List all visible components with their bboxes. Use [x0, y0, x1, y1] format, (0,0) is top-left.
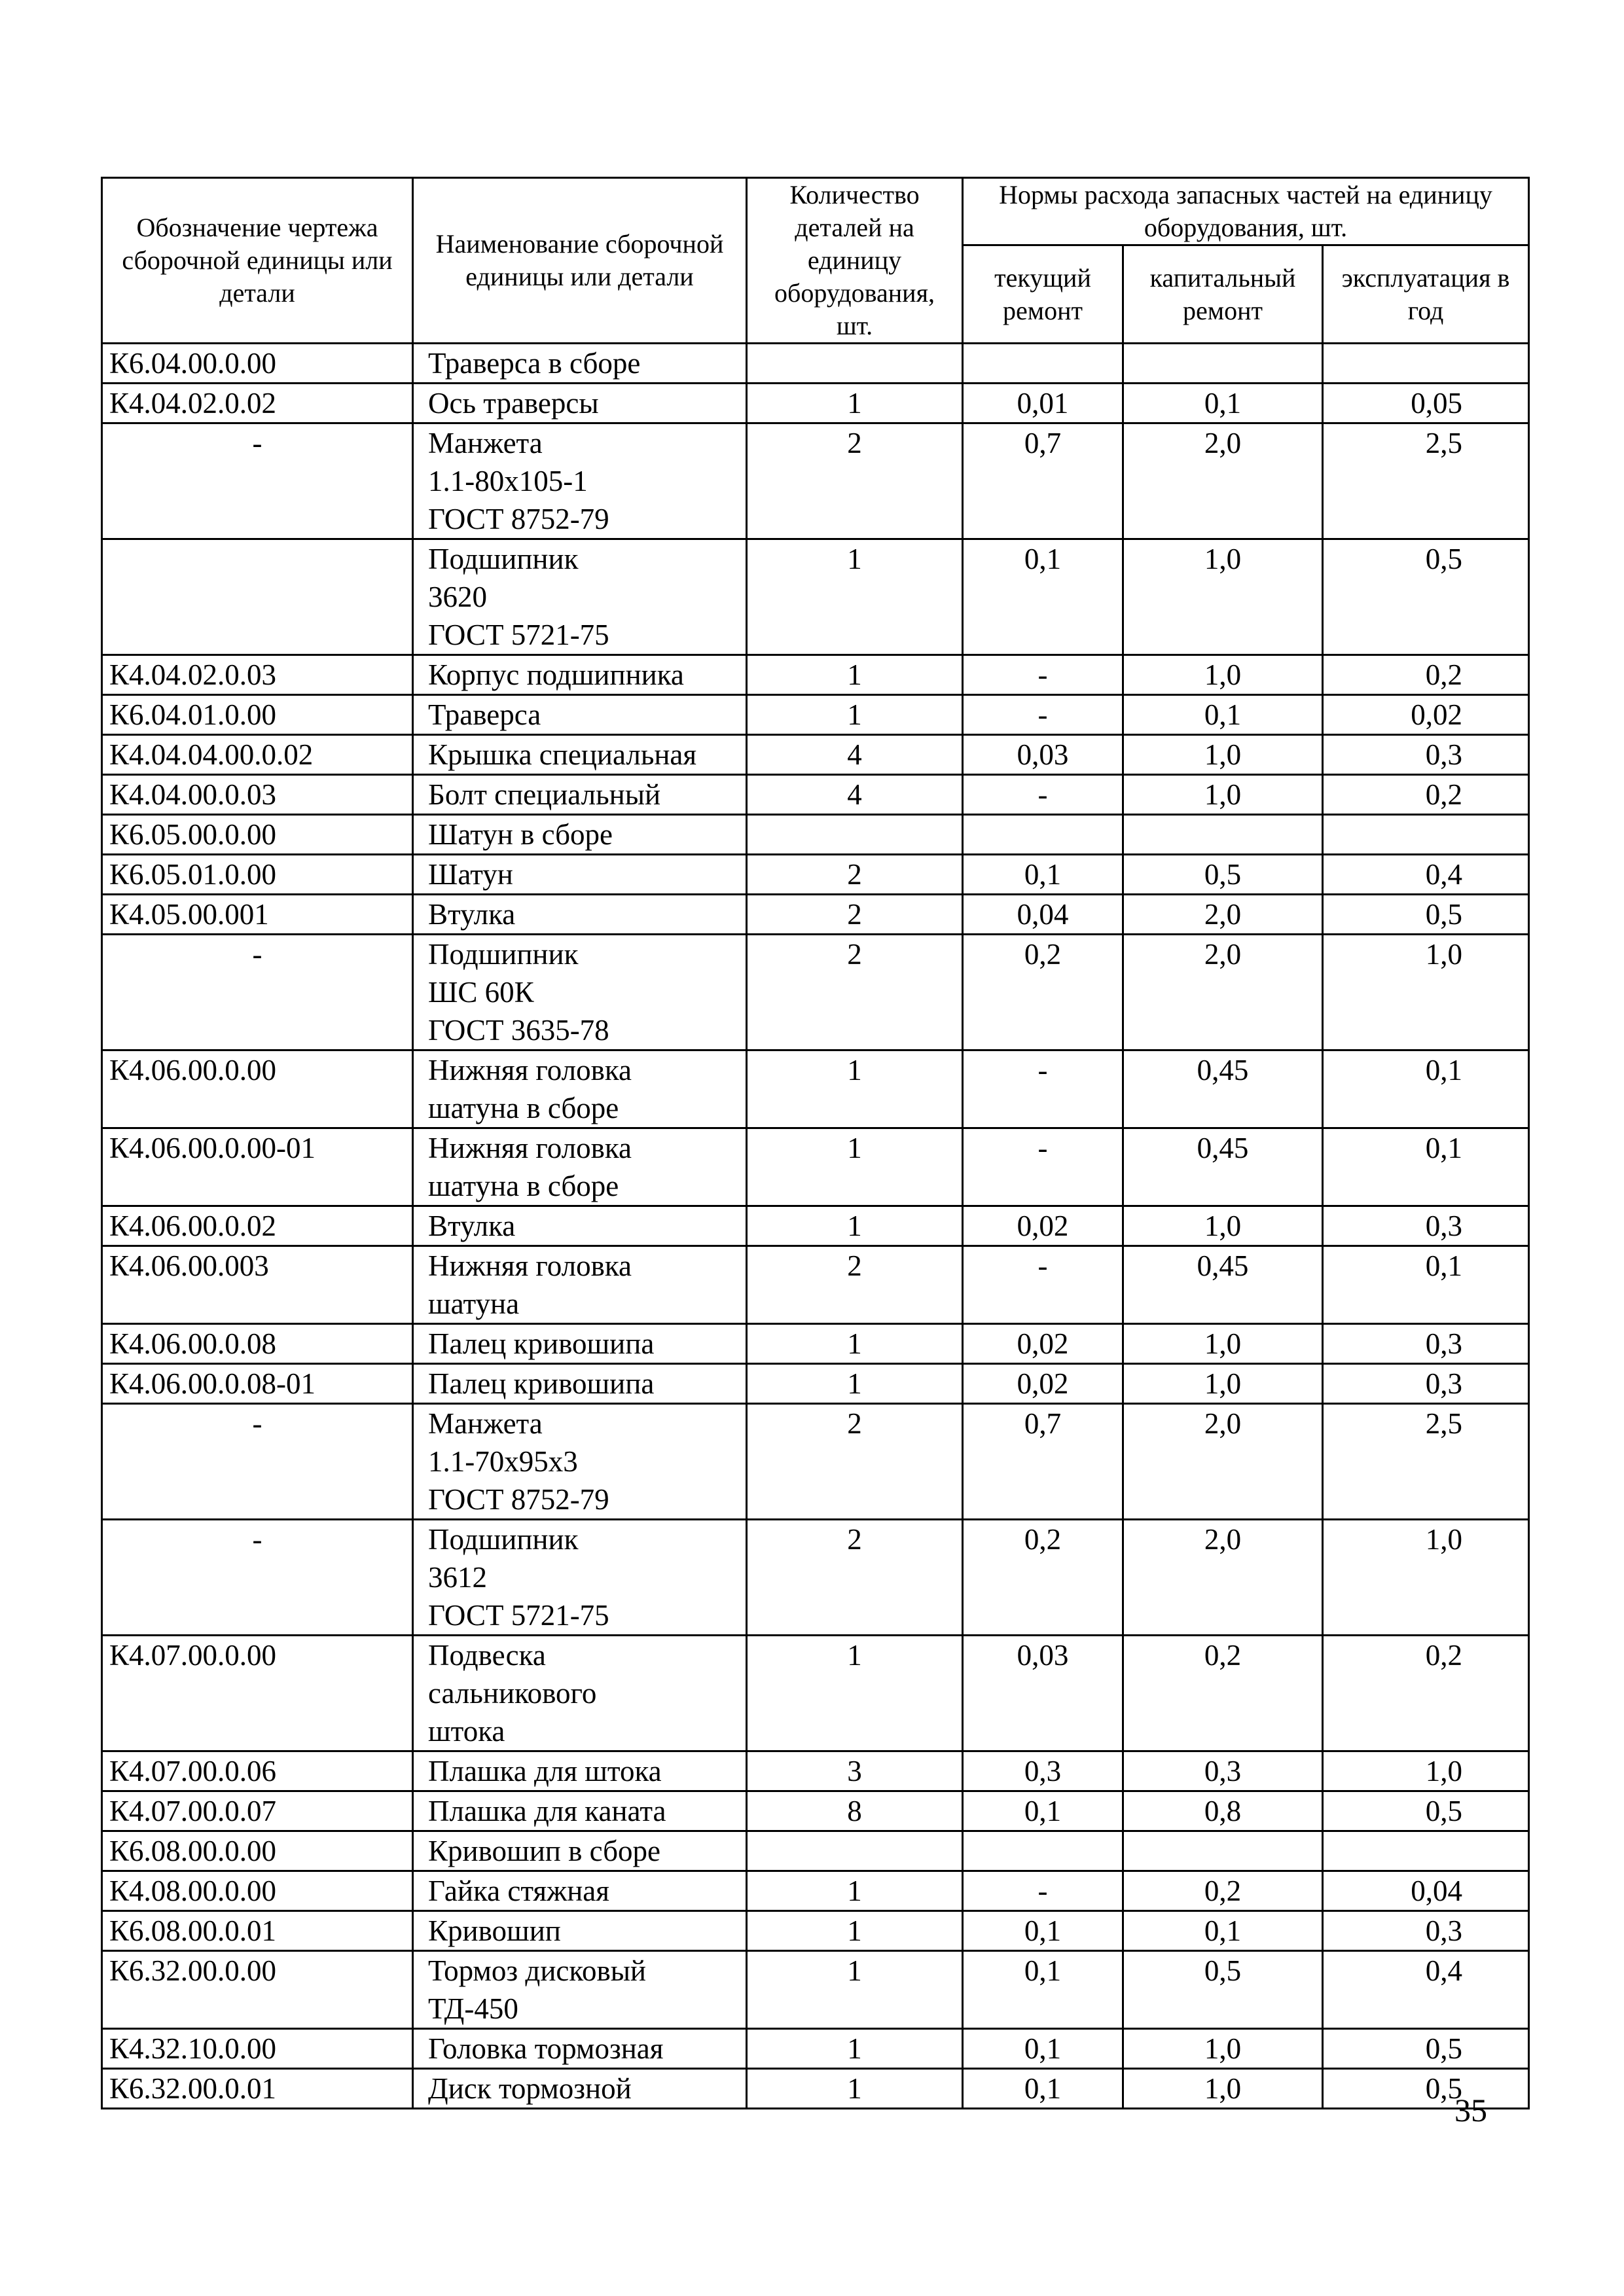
cell-designation: К4.08.00.0.00 — [102, 1871, 413, 1911]
cell-current-repair: 0,1 — [963, 2029, 1123, 2069]
cell-current-repair: 0,2 — [963, 935, 1123, 1050]
table-row — [102, 695, 1529, 735]
cell-current-repair: 0,1 — [963, 1911, 1123, 1951]
cell-name-line: Кривошип в сборе — [428, 1835, 660, 1867]
cell-designation: К4.06.00.003 — [102, 1246, 413, 1324]
cell-name — [413, 1636, 747, 1751]
cell-yearly: 0,02 — [1323, 695, 1529, 735]
cell-name — [413, 1050, 747, 1128]
cell-name-line: Плашка для штока — [428, 1755, 662, 1787]
cell-name — [413, 2069, 747, 2109]
cell-name-line: Подвеска — [428, 1639, 546, 1672]
cell-quantity: 1 — [747, 2029, 963, 2069]
cell-capital-repair: 0,45 — [1123, 1128, 1323, 1206]
cell-quantity: 1 — [747, 1871, 963, 1911]
cell-designation — [102, 539, 413, 655]
cell-name-line: Втулка — [428, 898, 516, 931]
table-row — [102, 655, 1529, 695]
cell-designation: К4.07.00.0.07 — [102, 1791, 413, 1831]
cell-name-line: сальникового — [428, 1677, 597, 1710]
cell-capital-repair: 0,1 — [1123, 1911, 1323, 1951]
cell-yearly: 0,2 — [1323, 1636, 1529, 1751]
cell-current-repair: - — [963, 1246, 1123, 1324]
table-row — [102, 935, 1529, 1050]
cell-name-line: шатуна в сборе — [428, 1170, 619, 1202]
cell-name — [413, 735, 747, 775]
cell-yearly: 0,5 — [1323, 2029, 1529, 2069]
header-norms-group: Нормы расхода запасных частей на единицу оборудования, шт. — [963, 178, 1529, 245]
cell-name-line: ГОСТ 5721-75 — [428, 619, 609, 651]
cell-yearly: 0,2 — [1323, 775, 1529, 815]
cell-quantity: 1 — [747, 2069, 963, 2109]
cell-name — [413, 815, 747, 855]
cell-name-line: Палец кривошипа — [428, 1327, 655, 1360]
cell-quantity: 2 — [747, 423, 963, 539]
cell-yearly — [1323, 815, 1529, 855]
cell-capital-repair: 0,5 — [1123, 855, 1323, 895]
cell-name — [413, 1404, 747, 1520]
table-row — [102, 1050, 1529, 1128]
table-row — [102, 1831, 1529, 1871]
table-row — [102, 855, 1529, 895]
cell-quantity — [747, 815, 963, 855]
table-row — [102, 1520, 1529, 1636]
cell-name-line: Кривошип — [428, 1914, 561, 1947]
cell-current-repair — [963, 344, 1123, 384]
cell-current-repair — [963, 1831, 1123, 1871]
cell-name — [413, 1791, 747, 1831]
cell-name — [413, 655, 747, 695]
cell-yearly: 2,5 — [1323, 1404, 1529, 1520]
cell-name — [413, 423, 747, 539]
cell-quantity: 1 — [747, 1206, 963, 1246]
cell-yearly: 2,5 — [1323, 423, 1529, 539]
cell-name-line: Крышка специальная — [428, 738, 697, 771]
cell-name — [413, 1831, 747, 1871]
cell-name — [413, 695, 747, 735]
table-row — [102, 1206, 1529, 1246]
cell-quantity: 1 — [747, 1050, 963, 1128]
cell-capital-repair: 2,0 — [1123, 935, 1323, 1050]
cell-capital-repair: 0,45 — [1123, 1246, 1323, 1324]
cell-current-repair: - — [963, 775, 1123, 815]
cell-yearly: 0,3 — [1323, 1364, 1529, 1404]
cell-name-line: ГОСТ 8752-79 — [428, 1483, 609, 1516]
cell-name-line: Подшипник — [428, 543, 579, 575]
header-name: Наименование сборочной единицы или детали — [413, 178, 747, 344]
cell-current-repair: 0,02 — [963, 1324, 1123, 1364]
cell-capital-repair: 0,1 — [1123, 384, 1323, 423]
cell-yearly — [1323, 344, 1529, 384]
cell-name-line: Шатун в сборе — [428, 818, 613, 851]
cell-yearly: 0,3 — [1323, 1206, 1529, 1246]
cell-capital-repair: 2,0 — [1123, 895, 1323, 935]
cell-name-line: Болт специальный — [428, 778, 661, 811]
cell-designation: К4.06.00.0.00 — [102, 1050, 413, 1128]
cell-name-line: Траверса в сборе — [428, 347, 641, 380]
cell-designation: К4.04.02.0.02 — [102, 384, 413, 423]
cell-current-repair: 0,03 — [963, 735, 1123, 775]
cell-yearly: 1,0 — [1323, 1520, 1529, 1636]
cell-name-line: Манжета — [428, 427, 543, 459]
cell-name — [413, 1751, 747, 1791]
cell-quantity: 2 — [747, 1404, 963, 1520]
cell-current-repair: 0,04 — [963, 895, 1123, 935]
cell-name-line: Манжета — [428, 1407, 543, 1440]
cell-name — [413, 1520, 747, 1636]
cell-designation: К6.05.00.0.00 — [102, 815, 413, 855]
cell-current-repair: 0,02 — [963, 1364, 1123, 1404]
cell-designation: - — [102, 423, 413, 539]
header-yearly-operation: эксплуатация в год — [1323, 245, 1529, 344]
cell-current-repair: - — [963, 1871, 1123, 1911]
cell-designation: К4.04.02.0.03 — [102, 655, 413, 695]
cell-name-line: Палец кривошипа — [428, 1367, 655, 1400]
table-row — [102, 1404, 1529, 1520]
cell-yearly: 0,5 — [1323, 539, 1529, 655]
cell-designation: К4.06.00.0.02 — [102, 1206, 413, 1246]
cell-yearly: 1,0 — [1323, 1751, 1529, 1791]
table-row — [102, 539, 1529, 655]
cell-name-line: ШС 60К — [428, 976, 534, 1009]
table-row — [102, 1951, 1529, 2029]
table-row — [102, 384, 1529, 423]
cell-yearly: 0,05 — [1323, 384, 1529, 423]
table-row — [102, 344, 1529, 384]
cell-designation: К6.05.01.0.00 — [102, 855, 413, 895]
cell-capital-repair: 1,0 — [1123, 775, 1323, 815]
cell-quantity: 1 — [747, 1951, 963, 2029]
cell-name-line: ТД-450 — [428, 1992, 518, 2025]
cell-designation: К6.32.00.0.01 — [102, 2069, 413, 2109]
cell-yearly: 0,1 — [1323, 1128, 1529, 1206]
table-row — [102, 1791, 1529, 1831]
table-row — [102, 1751, 1529, 1791]
cell-current-repair: 0,7 — [963, 1404, 1123, 1520]
cell-name-line: ГОСТ 5721-75 — [428, 1599, 609, 1632]
cell-quantity: 4 — [747, 775, 963, 815]
cell-designation: К4.06.00.0.08 — [102, 1324, 413, 1364]
cell-yearly: 0,1 — [1323, 1246, 1529, 1324]
cell-capital-repair: 2,0 — [1123, 1520, 1323, 1636]
header-quantity: Количество деталей на единицу оборудования, шт. — [747, 178, 963, 344]
header-current-repair: текущий ремонт — [963, 245, 1123, 344]
cell-yearly: 0,5 — [1323, 1791, 1529, 1831]
cell-name — [413, 775, 747, 815]
cell-quantity: 1 — [747, 695, 963, 735]
cell-capital-repair: 0,8 — [1123, 1791, 1323, 1831]
cell-quantity: 2 — [747, 935, 963, 1050]
cell-designation: К4.04.04.00.0.02 — [102, 735, 413, 775]
cell-current-repair: 0,1 — [963, 855, 1123, 895]
cell-name-line: 3620 — [428, 581, 487, 613]
cell-yearly: 0,1 — [1323, 1050, 1529, 1128]
cell-name-line: Ось траверсы — [428, 387, 599, 420]
table-row — [102, 1128, 1529, 1206]
cell-quantity: 1 — [747, 655, 963, 695]
cell-current-repair: - — [963, 1128, 1123, 1206]
cell-quantity — [747, 1831, 963, 1871]
cell-name — [413, 2029, 747, 2069]
cell-quantity: 2 — [747, 1246, 963, 1324]
cell-name-line: штока — [428, 1715, 505, 1748]
cell-designation: К4.07.00.0.00 — [102, 1636, 413, 1751]
cell-yearly: 0,4 — [1323, 1951, 1529, 2029]
cell-name — [413, 539, 747, 655]
table-row — [102, 1871, 1529, 1911]
cell-designation: К6.32.00.0.00 — [102, 1951, 413, 2029]
cell-yearly: 0,3 — [1323, 1911, 1529, 1951]
cell-name-line: Плашка для каната — [428, 1795, 666, 1827]
cell-name — [413, 1206, 747, 1246]
cell-name — [413, 1128, 747, 1206]
cell-capital-repair: 1,0 — [1123, 1364, 1323, 1404]
cell-name-line: Диск тормозной — [428, 2072, 632, 2105]
cell-capital-repair: 0,2 — [1123, 1871, 1323, 1911]
cell-quantity: 1 — [747, 384, 963, 423]
cell-designation: К6.08.00.0.01 — [102, 1911, 413, 1951]
cell-quantity: 1 — [747, 1911, 963, 1951]
cell-designation: К4.06.00.0.08-01 — [102, 1364, 413, 1404]
cell-designation: - — [102, 1520, 413, 1636]
cell-name-line: Гайка стяжная — [428, 1874, 609, 1907]
cell-name — [413, 935, 747, 1050]
cell-current-repair: 0,1 — [963, 1791, 1123, 1831]
cell-current-repair: 0,3 — [963, 1751, 1123, 1791]
cell-yearly: 0,4 — [1323, 855, 1529, 895]
cell-name — [413, 1246, 747, 1324]
cell-quantity: 2 — [747, 855, 963, 895]
cell-current-repair — [963, 815, 1123, 855]
cell-current-repair: 0,03 — [963, 1636, 1123, 1751]
table-header — [102, 178, 1529, 344]
cell-quantity: 3 — [747, 1751, 963, 1791]
cell-name-line: 3612 — [428, 1561, 487, 1594]
cell-quantity: 2 — [747, 895, 963, 935]
cell-name-line: Корпус подшипника — [428, 658, 684, 691]
cell-quantity: 1 — [747, 1636, 963, 1751]
table-row — [102, 815, 1529, 855]
cell-yearly: 0,2 — [1323, 655, 1529, 695]
cell-current-repair: - — [963, 1050, 1123, 1128]
cell-designation: К6.04.01.0.00 — [102, 695, 413, 735]
cell-current-repair: 0,2 — [963, 1520, 1123, 1636]
cell-capital-repair: 1,0 — [1123, 735, 1323, 775]
page-number: 35 — [1454, 2092, 1487, 2128]
cell-quantity: 1 — [747, 539, 963, 655]
cell-name — [413, 1911, 747, 1951]
cell-designation: К4.32.10.0.00 — [102, 2029, 413, 2069]
cell-quantity: 1 — [747, 1364, 963, 1404]
cell-name — [413, 1324, 747, 1364]
cell-capital-repair: 2,0 — [1123, 1404, 1323, 1520]
cell-capital-repair: 1,0 — [1123, 1324, 1323, 1364]
cell-designation: - — [102, 935, 413, 1050]
cell-name-line: 1.1-70х95х3 — [428, 1445, 578, 1478]
cell-quantity: 2 — [747, 1520, 963, 1636]
cell-yearly: 0,5 — [1323, 2069, 1529, 2109]
cell-current-repair: 0,1 — [963, 2069, 1123, 2109]
header-drawing-designation: Обозначение чертежа сборочной единицы или детали — [102, 178, 413, 344]
cell-capital-repair: 2,0 — [1123, 423, 1323, 539]
cell-yearly — [1323, 1831, 1529, 1871]
cell-capital-repair: 0,1 — [1123, 695, 1323, 735]
cell-current-repair: 0,02 — [963, 1206, 1123, 1246]
cell-designation: К4.04.00.0.03 — [102, 775, 413, 815]
cell-name — [413, 1364, 747, 1404]
cell-capital-repair: 0,5 — [1123, 1951, 1323, 2029]
table-row — [102, 1324, 1529, 1364]
cell-name-line: Втулка — [428, 1210, 516, 1242]
cell-current-repair: 0,1 — [963, 539, 1123, 655]
cell-yearly: 0,5 — [1323, 895, 1529, 935]
cell-name-line: шатуна — [428, 1287, 520, 1320]
table-row — [102, 2029, 1529, 2069]
table-row — [102, 895, 1529, 935]
cell-capital-repair: 1,0 — [1123, 1206, 1323, 1246]
cell-quantity: 8 — [747, 1791, 963, 1831]
cell-capital-repair — [1123, 815, 1323, 855]
cell-yearly: 0,3 — [1323, 1324, 1529, 1364]
table-body — [102, 344, 1529, 2109]
cell-quantity — [747, 344, 963, 384]
table-row — [102, 2069, 1529, 2109]
cell-current-repair: 0,1 — [963, 1951, 1123, 2029]
cell-capital-repair: 1,0 — [1123, 539, 1323, 655]
cell-yearly: 0,3 — [1323, 735, 1529, 775]
cell-yearly: 0,04 — [1323, 1871, 1529, 1911]
table-row — [102, 1911, 1529, 1951]
cell-name-line: Нижняя головка — [428, 1054, 632, 1086]
cell-name-line: Тормоз дисковый — [428, 1954, 647, 1987]
cell-name-line: ГОСТ 3635-78 — [428, 1014, 609, 1047]
cell-name-line: Подшипник — [428, 938, 579, 971]
cell-name — [413, 1871, 747, 1911]
cell-capital-repair: 1,0 — [1123, 655, 1323, 695]
cell-designation: К6.08.00.0.00 — [102, 1831, 413, 1871]
cell-name-line: Подшипник — [428, 1523, 579, 1556]
cell-current-repair: 0,7 — [963, 423, 1123, 539]
cell-quantity: 1 — [747, 1128, 963, 1206]
cell-name-line: шатуна в сборе — [428, 1092, 619, 1124]
cell-name — [413, 895, 747, 935]
cell-name-line: ГОСТ 8752-79 — [428, 503, 609, 535]
cell-name — [413, 384, 747, 423]
cell-yearly: 1,0 — [1323, 935, 1529, 1050]
cell-designation: К6.04.00.0.00 — [102, 344, 413, 384]
spare-parts-table — [101, 177, 1530, 2109]
cell-name — [413, 344, 747, 384]
cell-capital-repair: 0,45 — [1123, 1050, 1323, 1128]
header-capital-repair: капитальный ремонт — [1123, 245, 1323, 344]
cell-capital-repair: 0,3 — [1123, 1751, 1323, 1791]
cell-current-repair: 0,01 — [963, 384, 1123, 423]
table-row — [102, 1246, 1529, 1324]
cell-designation: - — [102, 1404, 413, 1520]
cell-designation: К4.06.00.0.00-01 — [102, 1128, 413, 1206]
cell-capital-repair — [1123, 1831, 1323, 1871]
cell-current-repair: - — [963, 695, 1123, 735]
cell-quantity: 4 — [747, 735, 963, 775]
cell-current-repair: - — [963, 655, 1123, 695]
cell-quantity: 1 — [747, 1324, 963, 1364]
table-row — [102, 1364, 1529, 1404]
cell-capital-repair: 1,0 — [1123, 2069, 1323, 2109]
table-row — [102, 735, 1529, 775]
cell-designation: К4.07.00.0.06 — [102, 1751, 413, 1791]
table-row — [102, 775, 1529, 815]
cell-name-line: Траверса — [428, 698, 541, 731]
cell-name-line: Шатун — [428, 858, 513, 891]
table-row — [102, 423, 1529, 539]
cell-name-line: 1.1-80х105-1 — [428, 465, 588, 497]
cell-name-line: Нижняя головка — [428, 1249, 632, 1282]
cell-name-line: Головка тормозная — [428, 2032, 664, 2065]
cell-name — [413, 1951, 747, 2029]
cell-capital-repair: 0,2 — [1123, 1636, 1323, 1751]
table-row — [102, 1636, 1529, 1751]
cell-designation: К4.05.00.001 — [102, 895, 413, 935]
cell-capital-repair — [1123, 344, 1323, 384]
cell-name — [413, 855, 747, 895]
cell-name-line: Нижняя головка — [428, 1132, 632, 1164]
cell-capital-repair: 1,0 — [1123, 2029, 1323, 2069]
